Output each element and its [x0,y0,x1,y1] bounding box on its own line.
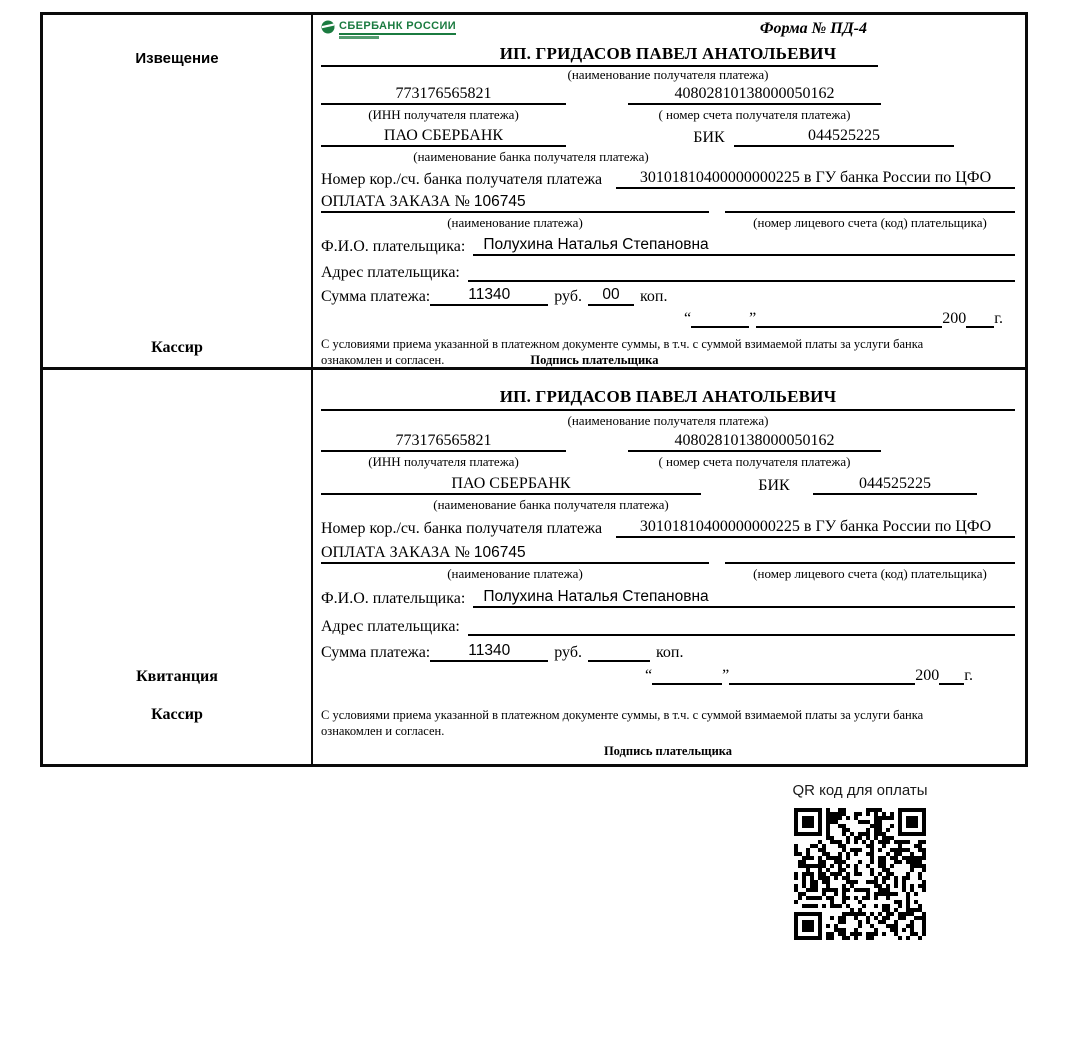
bank-bik-row [321,127,1015,147]
date-year-field-2 [939,683,964,685]
date-year-suffix: г. [994,310,1003,327]
payer-fio-label-2: Ф.И.О. плательщика: [321,590,466,607]
amount-rub-field: 11340 [430,286,548,306]
receipt-cashier-label: Кассир [151,706,203,723]
date-year-prefix: 200 [942,310,967,327]
order-number: 106745 [473,193,526,210]
corr-account-row [321,169,1015,189]
personal-account-field [725,211,1015,213]
payer-fio-row-2 [321,588,1015,608]
corr-account-label: Номер кор./сч. банка получателя платежа [321,171,603,188]
payer-fio-field-2: Полухина Наталья Степановна [473,588,1015,608]
purpose-label: (наименование платежа) [447,215,583,230]
receipt-form-body [313,370,1025,764]
date-month-field [756,326,942,328]
personal-account-field-2 [725,562,1015,564]
account-field: 40802810138000050162 [628,85,881,105]
payer-address-row-2 [321,616,1015,636]
qr-label: QR код для оплаты [792,782,928,799]
personal-account-label: (номер лицевого счета (код) плательщика) [753,215,987,230]
amount-label-2: Сумма платежа: [321,644,431,661]
inn-label: (ИНН получателя платежа) [368,107,519,122]
signature-label: Подпись плательщика [530,353,659,367]
amount-kop-field: 00 [588,286,634,306]
form-number: Форма № ПД-4 [759,20,867,37]
quote-open: “ [684,310,692,327]
inn-field: 773176565821 [321,85,566,105]
agreement-line-2-2: ознакомлен и согласен. [321,724,445,738]
rub-label: руб. [554,288,582,305]
corr-account-field: 30101810400000000225 в ГУ банка России по ЦФО [616,169,1015,189]
payer-fio-row [321,236,1015,256]
quote-close-2: ” [722,667,730,684]
bik-label: БИК [693,129,725,146]
amount-row [321,286,1015,306]
signature-label-2: Подпись плательщика [603,744,733,758]
purpose-text: ОПЛАТА ЗАКАЗА № [321,193,470,210]
amount-kop-field-2 [588,660,650,662]
amount-row-2 [321,642,1015,662]
agreement-signature-row [321,352,1015,367]
inn-label-2: (ИНН получателя платежа) [368,454,519,469]
account-label: ( номер счета получателя платежа) [658,107,851,122]
agreement-line-1: С условиями приема указанной в платежном документе суммы, в т.ч. с суммой взимаемой платы за услуги банка [321,337,924,351]
receipt-title: Квитанция [136,668,218,685]
bik-field: 044525225 [734,127,954,147]
purpose-labels-row [321,215,1015,231]
qr-code [792,806,928,942]
date-month-field-2 [729,683,915,685]
notice-title: Извещение [135,50,219,67]
pd4-form-table [40,12,1028,767]
sberbank-logo-icon [321,20,335,34]
payer-fio-label: Ф.И.О. плательщика: [321,238,466,255]
purpose-field [321,193,709,213]
section-receipt [43,367,1025,764]
bank-name-label-2: (наименование банка получателя платежа) [433,497,669,512]
recipient-name-underline-2 [321,409,1015,411]
recipient-name-label: (наименование получателя платежа) [567,67,769,82]
quote-open-2: “ [645,667,653,684]
recipient-name-label-2: (наименование получателя платежа) [567,413,769,428]
date-day-field [691,326,749,328]
purpose-labels-row-2 [321,566,1015,582]
date-row [321,310,1003,328]
bank-name-field-2: ПАО СБЕРБАНК [321,475,701,495]
quote-close: ” [749,310,757,327]
notice-cashier-label: Кассир [151,339,203,356]
qr-block [722,782,998,947]
bank-bik-row-2 [321,475,1015,495]
payer-address-field [468,262,1015,282]
bank-name-label: (наименование банка получателя платежа) [413,149,649,164]
personal-account-label-2: (номер лицевого счета (код) плательщика) [753,566,987,581]
amount-rub-field-2: 11340 [430,642,548,662]
payer-address-row [321,262,1015,282]
purpose-row [321,193,1015,213]
date-day-field-2 [652,683,722,685]
recipient-name-2: ИП. ГРИДАСОВ ПАВЕЛ АНАТОЛЬЕВИЧ [499,387,837,406]
kop-label: коп. [639,288,668,305]
notice-side-column [43,15,313,367]
payer-address-field-2 [468,616,1015,636]
purpose-field-2 [321,544,709,564]
inn-field-2: 773176565821 [321,432,566,452]
recipient-name: ИП. ГРИДАСОВ ПАВЕЛ АНАТОЛЬЕВИЧ [499,44,837,63]
date-year-suffix-2: г. [964,667,973,684]
date-row-2 [321,667,973,685]
corr-account-label-2: Номер кор./сч. банка получателя платежа [321,520,603,537]
corr-account-field-2: 30101810400000000225 в ГУ банка России по ЦФО [616,518,1015,538]
kop-label-2: коп. [655,644,684,661]
amount-label: Сумма платежа: [321,288,431,305]
agreement-line-1-2: С условиями приема указанной в платежном документе суммы, в т.ч. с суммой взимаемой платы за услуги банка [321,708,924,722]
inn-account-row-2 [321,432,1015,452]
sberbank-logo-tagline [339,36,379,39]
payer-address-label: Адрес плательщика: [321,264,460,281]
order-number-2: 106745 [473,544,526,561]
date-year-prefix-2: 200 [915,667,940,684]
purpose-row-2 [321,544,1015,564]
notice-form-body [313,15,1025,367]
bik-label-2: БИК [758,477,790,494]
inn-account-row [321,85,1015,105]
corr-account-row-2 [321,518,1015,538]
receipt-side-column [43,370,313,764]
purpose-text-2: ОПЛАТА ЗАКАЗА № [321,544,470,561]
payer-fio-field: Полухина Наталья Степановна [473,236,1015,256]
sberbank-logo [321,20,456,39]
inn-account-labels [321,107,1015,123]
bik-field-2: 044525225 [813,475,977,495]
rub-label-2: руб. [554,644,582,661]
inn-account-labels-2 [321,454,1015,470]
agreement-line-2: ознакомлен и согласен. [321,353,445,367]
account-field-2: 40802810138000050162 [628,432,881,452]
payer-address-label-2: Адрес плательщика: [321,618,460,635]
account-label-2: ( номер счета получателя платежа) [658,454,851,469]
notice-header-row [321,20,1015,44]
date-year-field [966,326,994,328]
section-notice [43,15,1025,367]
purpose-label-2: (наименование платежа) [447,566,583,581]
bank-name-field: ПАО СБЕРБАНК [321,127,566,147]
sberbank-logo-text: СБЕРБАНК РОССИИ [339,20,456,35]
